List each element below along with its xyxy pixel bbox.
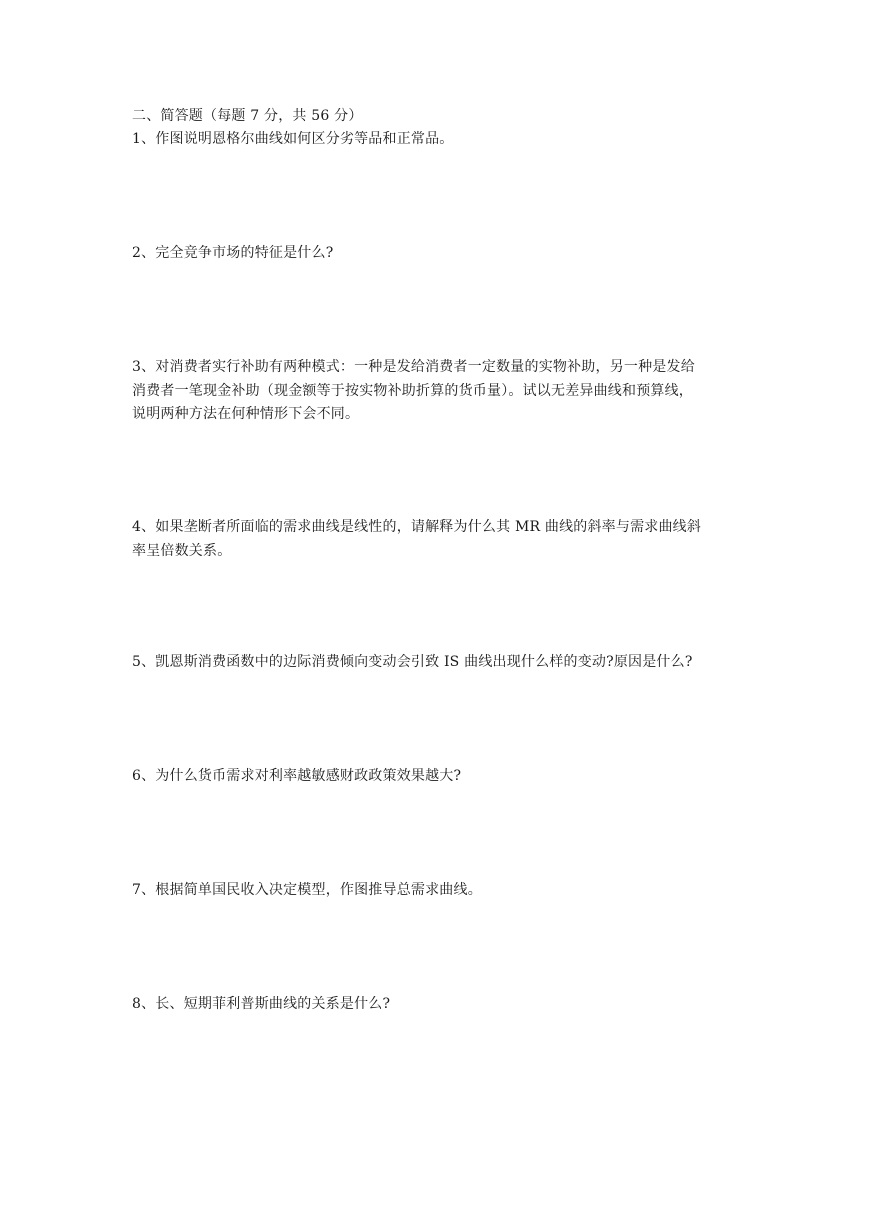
question-6-text: 6、为什么货币需求对利率越敏感财政政策效果越大? — [132, 768, 462, 784]
question-5-text: 5、凯恩斯消费函数中的边际消费倾向变动会引致 IS 曲线出现什么样的变动?原因是什么? — [132, 654, 693, 670]
question-8-text: 8、长、短期菲利普斯曲线的关系是什么? — [132, 996, 391, 1012]
question-3-text-line-2: 消费者一笔现金补助（现金额等于按实物补助折算的货币量）。试以无差异曲线和预算线， — [132, 383, 693, 399]
question-1-text: 1、作图说明恩格尔曲线如何区分劣等品和正常品。 — [132, 131, 454, 147]
question-4-text-line-1: 4、如果垄断者所面临的需求曲线是线性的，请解释为什么其 MR 曲线的斜率与需求曲线斜 — [132, 519, 702, 535]
question-3-text-line-1: 3、对消费者实行补助有两种模式：一种是发给消费者一定数量的实物补助，另一种是发给 — [132, 359, 695, 375]
question-7-text: 7、根据简单国民收入决定模型，作图推导总需求曲线。 — [132, 882, 482, 898]
section-heading: 二、简答题（每题 7 分，共 56 分） — [132, 108, 363, 124]
question-2-text: 2、完全竞争市场的特征是什么? — [132, 245, 334, 261]
question-3-text-line-3: 说明两种方法在何种情形下会不同。 — [132, 406, 360, 422]
question-4-text-line-2: 率呈倍数关系。 — [132, 543, 232, 559]
